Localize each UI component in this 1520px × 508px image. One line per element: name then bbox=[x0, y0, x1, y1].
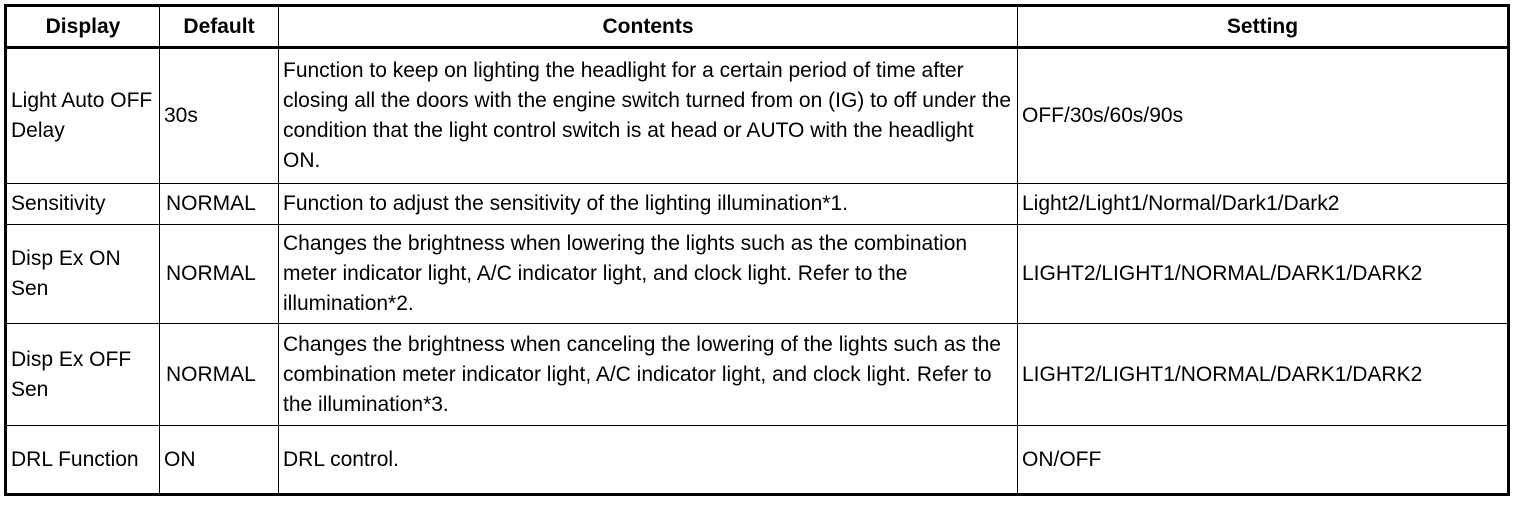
cell-contents: DRL control. bbox=[279, 426, 1018, 495]
cell-default: 30s bbox=[160, 48, 279, 184]
table-row bbox=[6, 426, 1509, 495]
cell-default: NORMAL bbox=[160, 225, 279, 324]
cell-setting: LIGHT2/LIGHT1/NORMAL/DARK1/DARK2 bbox=[1018, 225, 1509, 324]
cell-contents: Function to keep on lighting the headlight for a certain period of time after closing all the doors with the engine switch turned from on (IG) to off under the condition that the light control switch is at head or AUTO with the headlight ON. bbox=[279, 48, 1018, 184]
table-body bbox=[6, 48, 1509, 495]
cell-default: ON bbox=[160, 426, 279, 495]
cell-display: Light Auto OFF Delay bbox=[6, 48, 160, 184]
settings-table bbox=[4, 4, 1510, 496]
table-row bbox=[6, 324, 1509, 426]
cell-contents: Function to adjust the sensitivity of the lighting illumination*1. bbox=[279, 184, 1018, 225]
cell-contents: Changes the brightness when canceling the lowering of the lights such as the combination meter indicator light, A/C indicator light, and clock light. Refer to the illumination*3. bbox=[279, 324, 1018, 426]
cell-display: Disp Ex OFF Sen bbox=[6, 324, 160, 426]
cell-display: DRL Function bbox=[6, 426, 160, 495]
cell-setting: LIGHT2/LIGHT1/NORMAL/DARK1/DARK2 bbox=[1018, 324, 1509, 426]
cell-contents: Changes the brightness when lowering the lights such as the combination meter indicator light, A/C indicator light, and clock light. Refer to the illumination*2. bbox=[279, 225, 1018, 324]
header-setting: Setting bbox=[1018, 6, 1509, 48]
header-row bbox=[6, 6, 1509, 48]
header-display: Display bbox=[6, 6, 160, 48]
table-header bbox=[6, 6, 1509, 48]
header-default: Default bbox=[160, 6, 279, 48]
cell-default: NORMAL bbox=[160, 184, 279, 225]
cell-display: Sensitivity bbox=[6, 184, 160, 225]
table-row bbox=[6, 48, 1509, 184]
cell-default: NORMAL bbox=[160, 324, 279, 426]
cell-setting: ON/OFF bbox=[1018, 426, 1509, 495]
cell-setting: Light2/Light1/Normal/Dark1/Dark2 bbox=[1018, 184, 1509, 225]
table-row bbox=[6, 184, 1509, 225]
cell-setting: OFF/30s/60s/90s bbox=[1018, 48, 1509, 184]
header-contents: Contents bbox=[279, 6, 1018, 48]
table-row bbox=[6, 225, 1509, 324]
cell-display: Disp Ex ON Sen bbox=[6, 225, 160, 324]
